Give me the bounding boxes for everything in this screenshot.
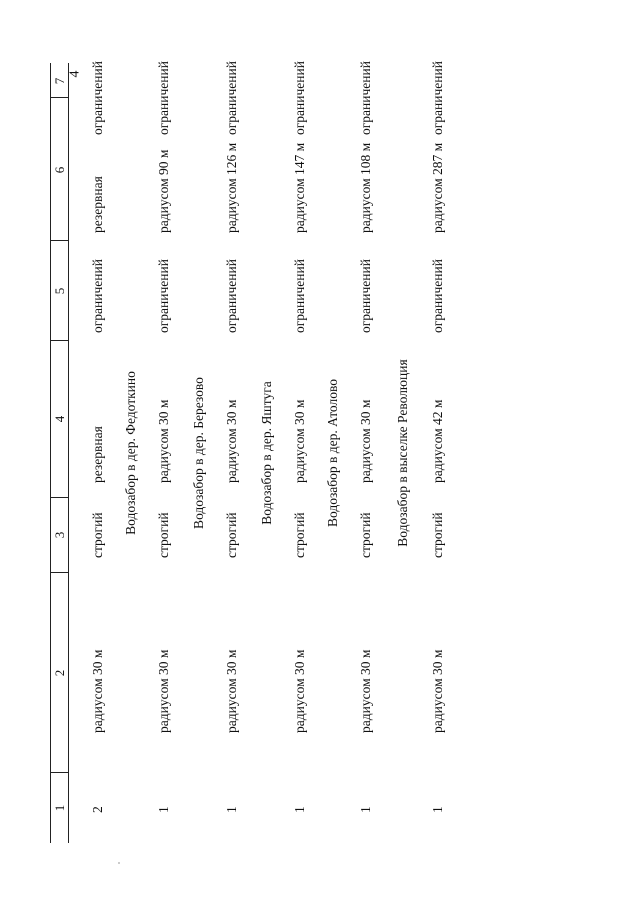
table-cell: резервная [90, 426, 105, 483]
table-cell: радиусом 30 м [430, 649, 445, 733]
header-divider [50, 572, 68, 573]
table-cell: 2 [90, 806, 105, 813]
table-cell: резервная [90, 176, 105, 233]
table-cell: радиусом 30 м [156, 399, 171, 483]
page-number: 4 [67, 70, 83, 78]
header-divider [50, 497, 68, 498]
table-cell: строгий [156, 512, 171, 558]
table-cell: радиусом 30 м [358, 649, 373, 733]
header-divider [50, 97, 68, 98]
section-title: Водозабор в дер. Березово [191, 377, 206, 529]
column-header: 5 [52, 287, 67, 295]
table-cell: ограничений [358, 61, 373, 135]
table-cell: ограничений [156, 61, 171, 135]
column-header: 2 [52, 669, 67, 677]
table-cell: строгий [430, 512, 445, 558]
column-header: 3 [52, 531, 67, 539]
table-cell: строгий [358, 512, 373, 558]
header-divider [50, 340, 68, 341]
column-header: 6 [52, 166, 67, 174]
table-cell: радиусом 30 м [156, 649, 171, 733]
table-cell: 1 [292, 806, 307, 813]
table-cell: радиусом 30 м [358, 399, 373, 483]
table-cell: радиусом 30 м [224, 649, 239, 733]
table-cell: ограничений [90, 61, 105, 135]
table-cell: строгий [90, 512, 105, 558]
table-cell: ограничений [292, 61, 307, 135]
table-cell: ограничений [224, 259, 239, 333]
table-cell: ограничений [90, 259, 105, 333]
header-bottom-rule [68, 63, 69, 843]
table-cell: радиусом 30 м [292, 649, 307, 733]
section-title: Водозабор в дер. Яштуга [259, 381, 274, 525]
rotated-table [50, 63, 590, 843]
header-divider [50, 240, 68, 241]
table-cell: строгий [224, 512, 239, 558]
table-cell: строгий [292, 512, 307, 558]
table-cell: ограничений [430, 259, 445, 333]
section-title: Водозабор в выселке Революция [395, 359, 410, 547]
table-cell: радиусом 108 м [358, 142, 373, 233]
table-cell: радиусом 126 м [224, 142, 239, 233]
table-cell: радиусом 30 м [224, 399, 239, 483]
scan-speck [118, 862, 120, 864]
column-header: 7 [52, 77, 67, 85]
section-title: Водозабор в дер. Федоткино [123, 371, 138, 535]
table-cell: радиусом 287 м [430, 142, 445, 233]
table-cell: радиусом 42 м [430, 399, 445, 483]
table-cell: ограничений [292, 259, 307, 333]
header-top-rule [50, 63, 51, 843]
table-cell: радиусом 30 м [292, 399, 307, 483]
table-cell: 1 [430, 806, 445, 813]
table-cell: 1 [156, 806, 171, 813]
table-cell: ограничений [430, 61, 445, 135]
table-cell: ограничений [156, 259, 171, 333]
section-title: Водозабор в дер. Атолово [325, 378, 340, 528]
table-cell: радиусом 147 м [292, 142, 307, 233]
column-header: 1 [52, 804, 67, 812]
header-divider [50, 772, 68, 773]
table-cell: 1 [358, 806, 373, 813]
table-cell: ограничений [224, 61, 239, 135]
table-cell: ограничений [358, 259, 373, 333]
table-cell: радиусом 90 м [156, 149, 171, 233]
table-cell: радиусом 30 м [90, 649, 105, 733]
table-cell: 1 [224, 806, 239, 813]
column-header: 4 [52, 415, 67, 423]
